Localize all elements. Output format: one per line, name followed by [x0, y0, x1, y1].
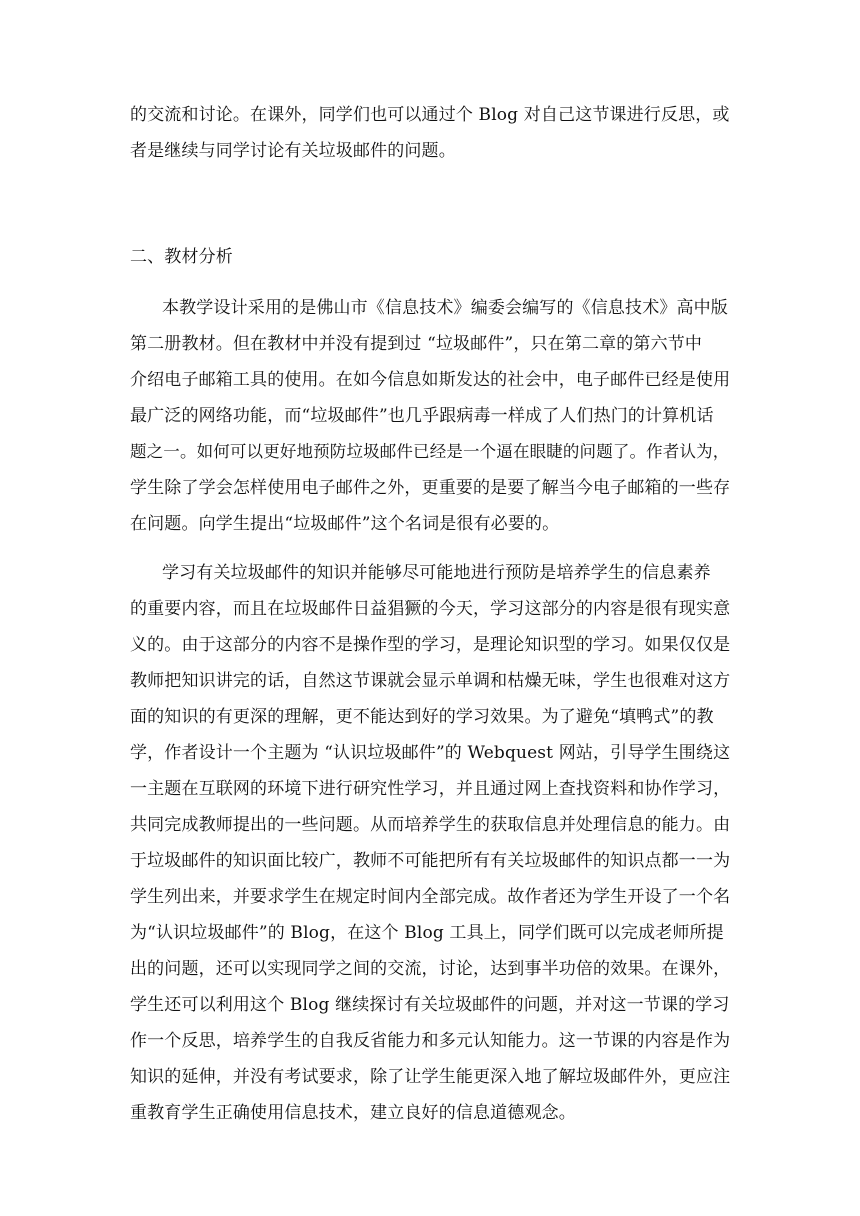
paragraph2-line: 于垃圾邮件的知识面比较广，教师不可能把所有有关垃圾邮件的知识点都一一为	[130, 851, 731, 871]
paragraph2-line: 学习有关垃圾邮件的知识并能够尽可能地进行预防是培养学生的信息素养	[162, 563, 711, 583]
paragraph2-line: 学生列出来，并要求学生在规定时间内全部完成。故作者还为学生开设了一个名	[130, 887, 731, 907]
paragraph2-line: 为“认识垃圾邮件”的 Blog，在这个 Blog 工具上，同学们既可以完成老师所提	[130, 923, 724, 943]
paragraph1-line: 介绍电子邮箱工具的使用。在如今信息如斯发达的社会中，电子邮件已经是使用	[130, 370, 731, 390]
continuation-line-1: 的交流和讨论。在课外，同学们也可以通过个 Blog 对自己这节课进行反思，或	[130, 105, 730, 125]
paragraph1-line: 学生除了学会怎样使用电子邮件之外，更重要的是要了解当今电子邮箱的一些存	[130, 478, 731, 498]
paragraph2-line: 一主题在互联网的环境下进行研究性学习，并且通过网上查找资料和协作学习，	[130, 779, 731, 799]
paragraph1-line: 最广泛的网络功能，而“垃圾邮件”也几乎跟病毒一样成了人们热门的计算机话	[130, 406, 714, 426]
paragraph2-line: 学生还可以利用这个 Blog 继续探讨有关垃圾邮件的问题，并对这一节课的学习	[130, 995, 730, 1015]
continuation-line-2: 者是继续与同学讨论有关垃圾邮件的问题。	[130, 141, 456, 161]
paragraph2-line: 义的。由于这部分的内容不是操作型的学习，是理论知识型的学习。如果仅仅是	[130, 635, 731, 655]
paragraph1-line: 第二册教材。但在教材中并没有提到过 “垃圾邮件”，只在第二章的第六节中	[130, 334, 703, 354]
paragraph2-line: 重教育学生正确使用信息技术，建立良好的信息道德观念。	[130, 1103, 576, 1123]
paragraph2-line: 学，作者设计一个主题为 “认识垃圾邮件”的 Webquest 网站，引导学生围绕这	[130, 743, 731, 763]
paragraph1-line: 本教学设计采用的是佛山市《信息技术》编委会编写的《信息技术》高中版	[162, 298, 728, 318]
paragraph2-line: 的重要内容，而且在垃圾邮件日益猖獗的今天，学习这部分的内容是很有现实意	[130, 599, 731, 619]
paragraph2-line: 作一个反思，培养学生的自我反省能力和多元认知能力。这一节课的内容是作为	[130, 1031, 731, 1051]
paragraph2-line: 共同完成教师提出的一些问题。从而培养学生的获取信息并处理信息的能力。由	[130, 815, 731, 835]
paragraph2-line: 面的知识的有更深的理解，更不能达到好的学习效果。为了避免“填鸭式”的教	[130, 707, 714, 727]
paragraph1-line: 在问题。向学生提出“垃圾邮件”这个名词是很有必要的。	[130, 514, 560, 534]
paragraph2-line: 教师把知识讲完的话，自然这节课就会显示单调和枯燥无味，学生也很难对这方	[130, 671, 731, 691]
paragraph1-line: 题之一。如何可以更好地预防垃圾邮件已经是一个逼在眼睫的问题了。作者认为，	[130, 442, 730, 461]
paragraph2-line: 出的问题，还可以实现同学之间的交流，讨论，达到事半功倍的效果。在课外，	[130, 959, 731, 979]
section-heading: 二、教材分析	[130, 247, 233, 267]
paragraph2-line: 知识的延伸，并没有考试要求，除了让学生能更深入地了解垃圾邮件外，更应注	[130, 1067, 731, 1087]
